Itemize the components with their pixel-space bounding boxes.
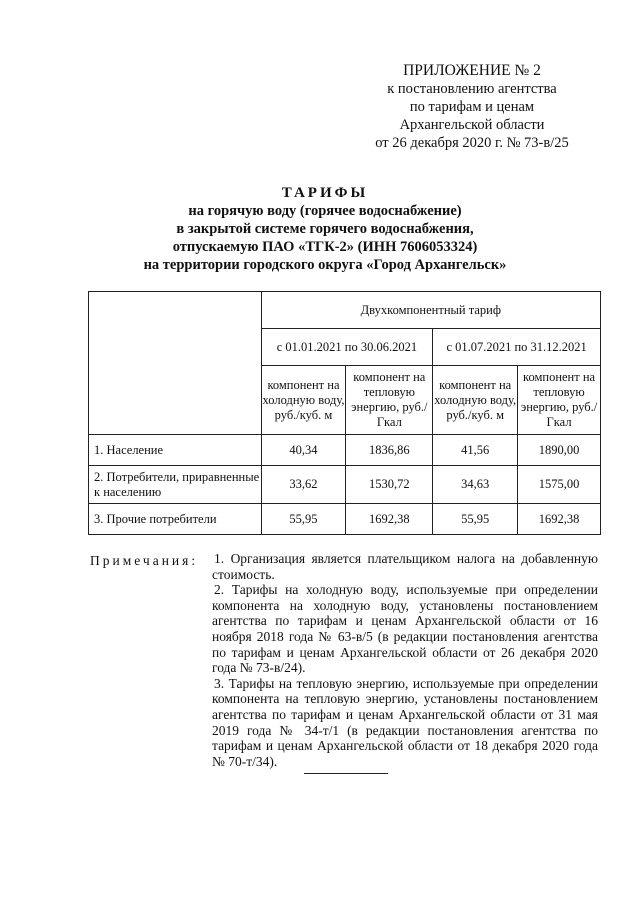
table-cell: 40,34: [261, 435, 346, 466]
title-line-4: на территории городского округа «Город Архангельск»: [143, 257, 507, 273]
header-heat-component: компонент на тепловую энергию, руб./Гкал: [346, 366, 433, 435]
appendix-date: от 26 декабря 2020 г. № 73-в/25: [375, 135, 569, 151]
title-line-1: на горячую воду (горячее водоснабжение): [188, 203, 462, 219]
appendix-header: [350, 62, 594, 152]
table-cell: 1890,00: [518, 435, 601, 466]
document-title: [60, 184, 590, 274]
table-row: [89, 466, 601, 504]
title-heading: ТАРИФЫ: [281, 185, 369, 201]
table-cell: 1692,38: [346, 504, 433, 535]
appendix-line-2: к постановлению агентства: [387, 81, 557, 97]
table-cell: 55,95: [433, 504, 518, 535]
header-period-1: с 01.01.2021 по 30.06.2021: [261, 329, 433, 366]
row-label: 3. Прочие потребители: [89, 504, 262, 535]
header-period-2: с 01.07.2021 по 31.12.2021: [433, 329, 601, 366]
table-row: [89, 435, 601, 466]
end-divider: [304, 773, 388, 774]
notes-list: [212, 551, 598, 769]
note-1: 1. Организация является плательщиком налога на добавленную стоимость.: [212, 551, 598, 582]
appendix-line-4: Архангельской области: [399, 117, 545, 133]
table-cell: 41,56: [433, 435, 518, 466]
title-line-3: отпускаемую ПАО «ТГК-2» (ИНН 7606053324): [172, 239, 478, 255]
note-2: 2. Тарифы на холодную воду, используемые при определении компонента на холодную воду, установлены постановлением агентства по тарифам и ценам Архангельской области от 16 ноября 2018 года № 63-в/5 (в редакции постановления агентства по тарифам и ценам Архангельской области от 26 декабря 2020 года № 73-в/24).: [212, 582, 598, 676]
appendix-number: ПРИЛОЖЕНИЕ № 2: [403, 62, 541, 79]
row-label: 2. Потребители, приравненные к населению: [89, 466, 262, 504]
header-heat-component: компонент на тепловую энергию, руб./Гкал: [518, 366, 601, 435]
table-cell: 33,62: [261, 466, 346, 504]
notes-label: Примечания:: [90, 553, 199, 568]
header-two-component-tariff: Двухкомпонентный тариф: [261, 292, 600, 329]
empty-corner-cell: [89, 292, 262, 435]
table-cell: 1575,00: [518, 466, 601, 504]
header-cold-component: компонент на холодную воду, руб./куб. м: [261, 366, 346, 435]
appendix-line-3: по тарифам и ценам: [409, 99, 535, 115]
row-label: 1. Население: [89, 435, 262, 466]
tariff-table: [88, 291, 601, 535]
table-cell: 34,63: [433, 466, 518, 504]
table-header-row: [89, 292, 601, 329]
table-cell: 1692,38: [518, 504, 601, 535]
title-line-2: в закрытой системе горячего водоснабжения,: [176, 221, 474, 237]
note-3: 3. Тарифы на тепловую энергию, используемые при определении компонента на тепловую энергию, установлены постановлением агентства по тарифам и ценам Архангельской области от 31 мая 2019 года № 34-т/1 (в редакции постановления агентства по тарифам и ценам Архангельской области от 18 декабря 2020 года № 70-т/34).: [212, 675, 598, 769]
table-cell: 1836,86: [346, 435, 433, 466]
table-cell: 55,95: [261, 504, 346, 535]
table-cell: 1530,72: [346, 466, 433, 504]
header-cold-component: компонент на холодную воду, руб./куб. м: [433, 366, 518, 435]
table-row: [89, 504, 601, 535]
